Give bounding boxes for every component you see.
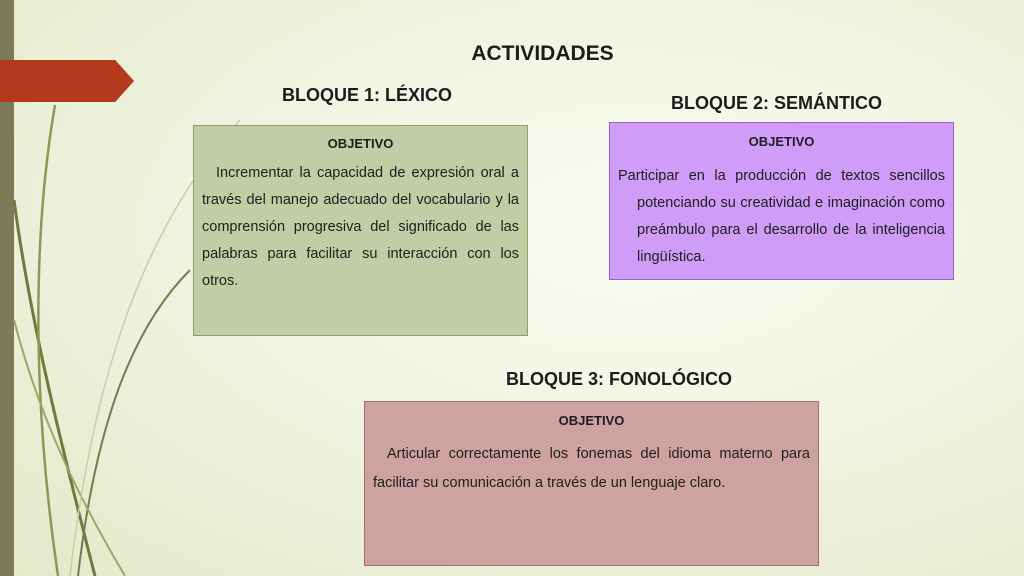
- bloque1-objective-text: Incrementar la capacidad de expresión oral a través del manejo adecuado del vocabulario y la comprensión progresiva del significado de las palabras para facilitar su interacción con los otros.: [202, 165, 519, 289]
- bloque2-objective-box: [609, 122, 954, 280]
- arrow-accent-shape: [0, 60, 134, 102]
- bloque2-title: BLOQUE 2: SEMÁNTICO: [671, 93, 883, 113]
- bloque1-objective-label: OBJETIVO: [327, 136, 394, 151]
- slide-title: ACTIVIDADES: [471, 42, 614, 65]
- bloque2-objective-label: OBJETIVO: [748, 134, 815, 149]
- bloque1-objective-box: [193, 125, 528, 336]
- bloque2-objective-text: Participar en la producción de textos sencillos potenciando su creatividad e imaginación como preámbulo para el desarrollo de la inteligencia lingüística.: [618, 168, 945, 265]
- bloque1-title: BLOQUE 1: LÉXICO: [282, 85, 453, 105]
- bloque3-objective-text: Articular correctamente los fonemas del idioma materno para facilitar su comunicación a través de un lenguaje claro.: [373, 446, 810, 491]
- bloque3-title: BLOQUE 3: FONOLÓGICO: [506, 369, 733, 389]
- bloque3-objective-box: [364, 401, 819, 566]
- bloque3-objective-label: OBJETIVO: [558, 413, 625, 428]
